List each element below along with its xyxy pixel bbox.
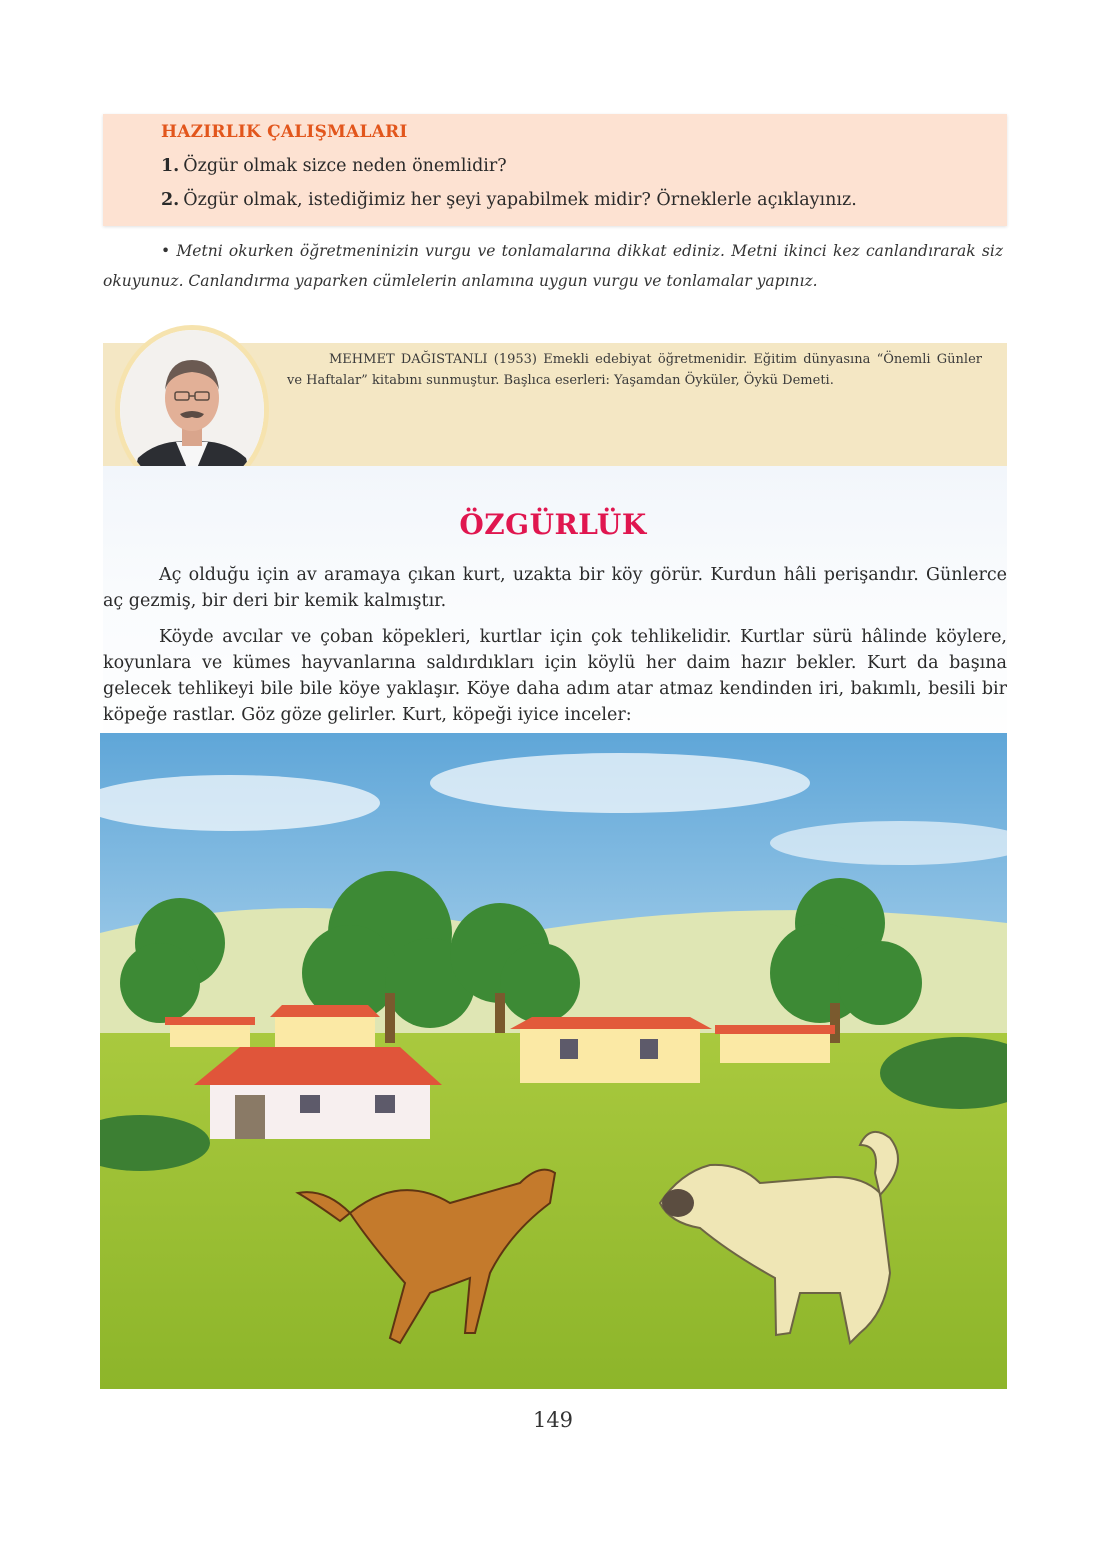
story-paragraph: Aç olduğu için av aramaya çıkan kurt, uzakta bir köy görür. Kurdun hâli perişandır. Günlerce aç gezmiş, bir deri bir kemik kalmıştır.	[103, 565, 1007, 611]
preparation-question	[161, 156, 507, 176]
preparation-box	[103, 114, 1007, 226]
question-text: Özgür olmak, istediğimiz her şeyi yapabilmek midir? Örneklerle açıklayınız.	[183, 190, 857, 210]
story-paragraph: Köyde avcılar ve çoban köpekleri, kurtlar için çok tehlikelidir. Kurtlar sürü hâlinde köylere, koyunlara ve kümes hayvanlarına saldırdıkları için köylü her daim hazır bekler. Kurt da başına gelecek tehlikeyi bile bile köye yaklaşır. Köye daha adım atar atmaz kendinden iri, bakımlı, besili bir köpeğe rastlar. Göz göze gelirler. Kurt, köpeği iyice inceler:	[103, 627, 1007, 725]
page-number: 149	[532, 1408, 574, 1432]
question-text: Özgür olmak sizce neden önemlidir?	[183, 156, 507, 176]
question-number: 1.	[161, 156, 180, 176]
village-scene-illustration	[100, 733, 1007, 1389]
preparation-question	[161, 190, 857, 210]
question-number: 2.	[161, 190, 180, 210]
author-bio: MEHMET DAĞISTANLI (1953) Emekli edebiyat öğretmenidir. Eğitim dünyasına “Önemli Günler ve Haftalar” kitabını sunmuştur. Başlıca eserleri: Yaşamdan Öyküler, Öykü Demeti.	[287, 352, 982, 388]
story-illustration	[100, 733, 1007, 1389]
preparation-title: HAZIRLIK ÇALIŞMALARI	[161, 122, 408, 142]
reading-instruction: • Metni okurken öğretmeninizin vurgu ve tonlamalarına dikkat ediniz. Metni ikinci kez canlandırarak siz okuyunuz. Canlandırma yaparken cümlelerin anlamına uygun vurgu ve tonlamalar yapınız.	[103, 242, 1003, 290]
story-title: ÖZGÜRLÜK	[459, 508, 647, 541]
